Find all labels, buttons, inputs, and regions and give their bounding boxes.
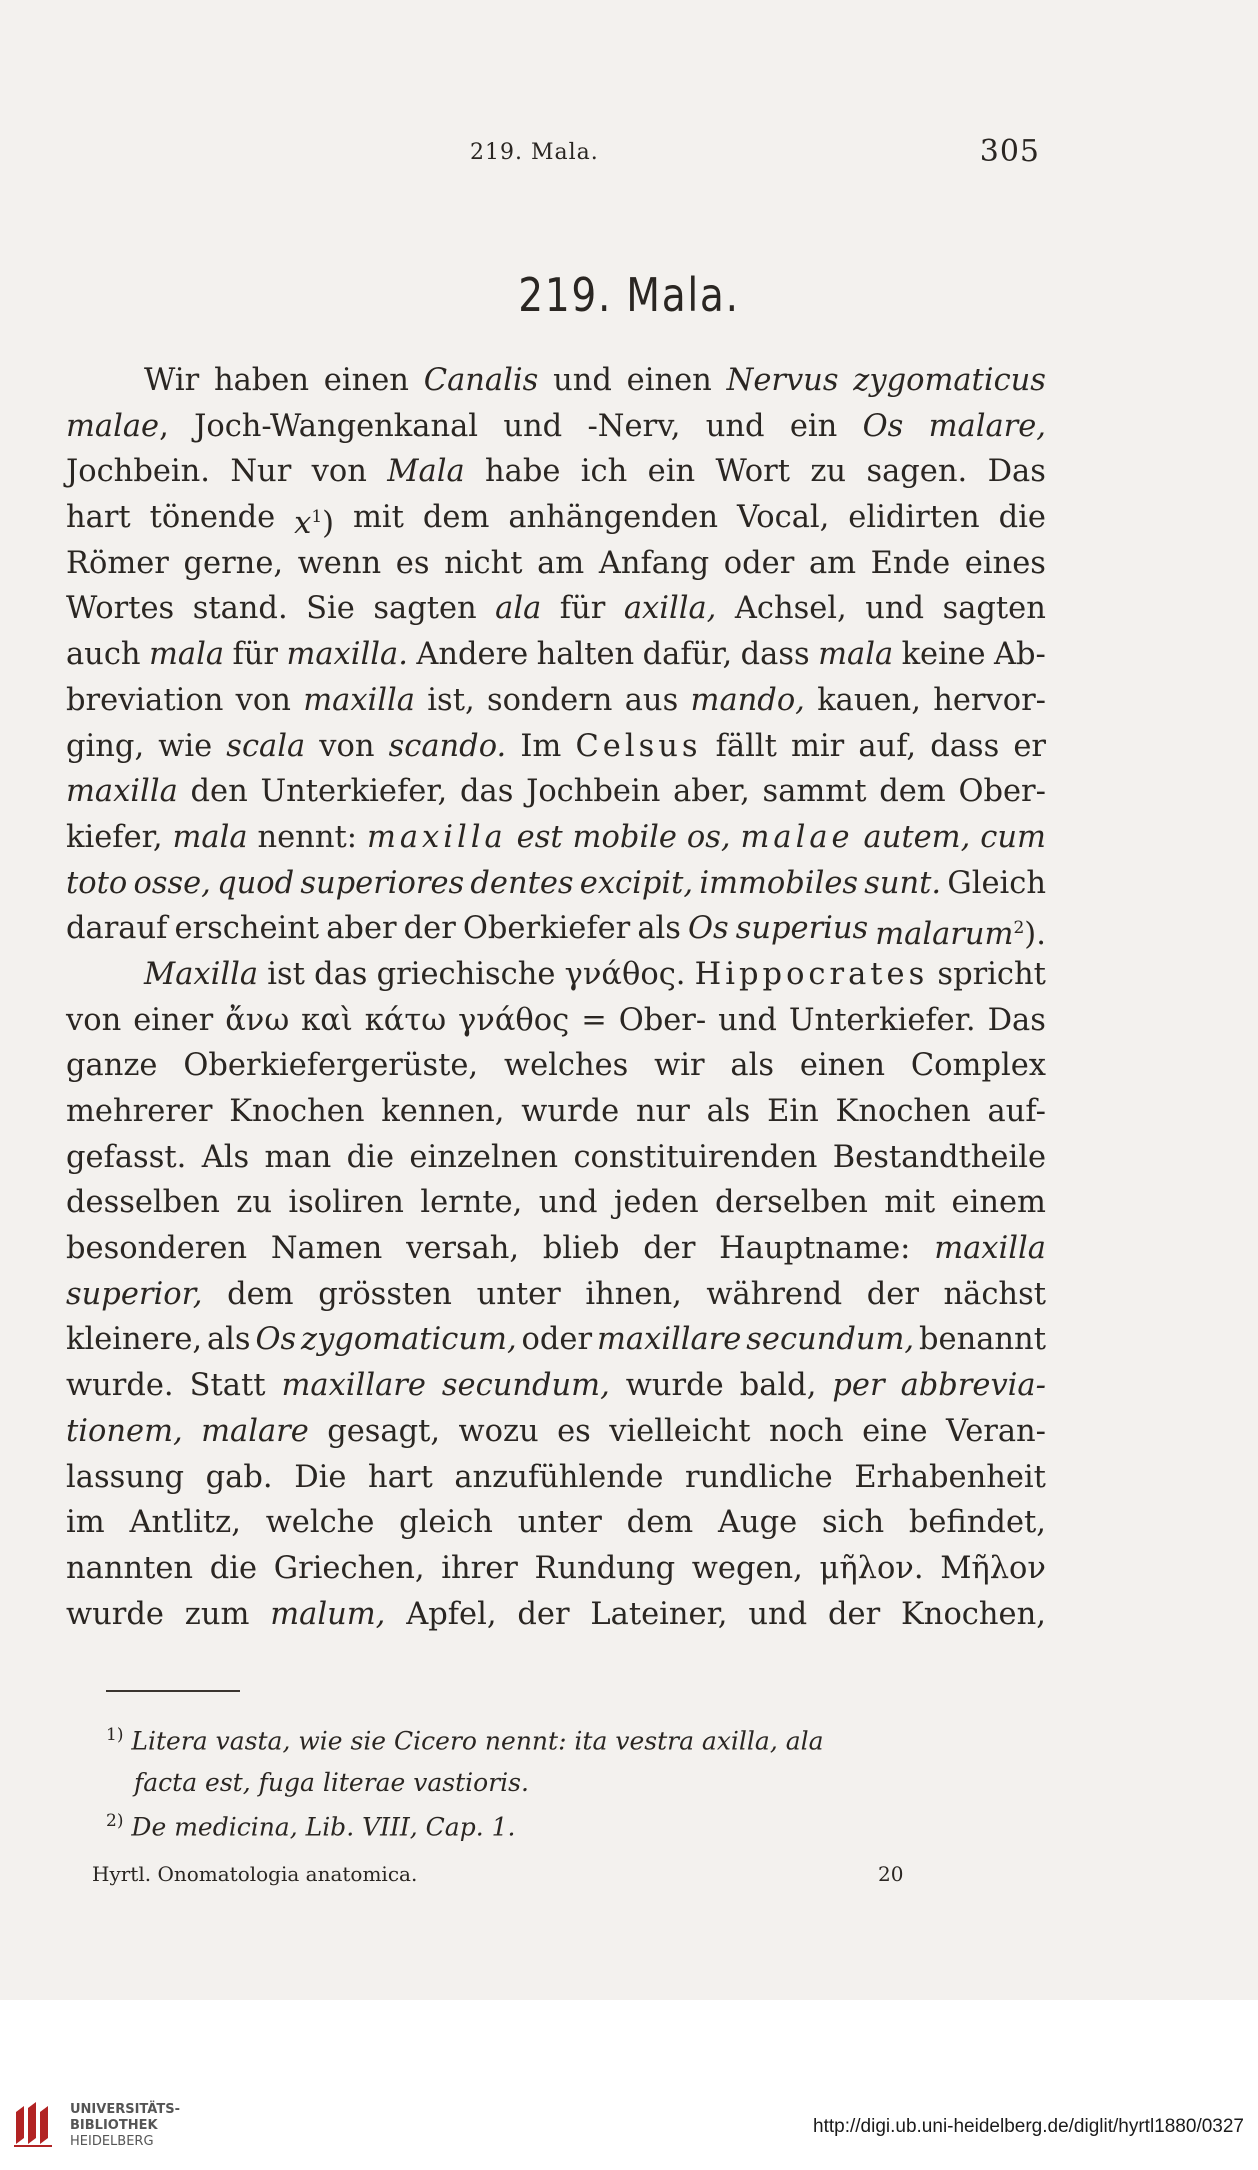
footnote-line: facta est, fuga literae vastioris.	[134, 1768, 529, 1798]
viewer-footer	[0, 2000, 1258, 2170]
library-logo-icon	[12, 2098, 58, 2148]
footnote-line: De medicina, Lib. VIII, Cap. 1.	[131, 1812, 516, 1842]
text-line: maxilla den Unterkiefer, das Jochbein aber, sammt dem Ober-	[66, 774, 1046, 810]
footnote-2	[106, 1800, 1046, 1848]
running-title: 219. Mala.	[470, 140, 599, 165]
text-line: kiefer, mala nennt: maxilla est mobile os, malae autem, cum	[66, 819, 1046, 855]
text-line: lassung gab. Die hart anzufühlende rundliche Erhabenheit	[66, 1459, 1046, 1495]
text-line: gefasst. Als man die einzelnen constituirenden Bestandtheile	[66, 1139, 1046, 1175]
footnote-rule	[106, 1690, 240, 1692]
chapter-title: 219. Mala.	[518, 268, 740, 322]
text-line: nannten die Griechen, ihrer Rundung wegen, μῆλον. Μῆλον	[66, 1550, 1046, 1586]
text-line: superior, dem grössten unter ihnen, während der nächst	[66, 1276, 1046, 1312]
footnote-1	[106, 1714, 1046, 1804]
text-line: desselben zu isoliren lernte, und jeden derselben mit einem	[66, 1185, 1046, 1221]
text-line: Maxilla ist das griechische γνάθος. Hippocrates spricht	[144, 956, 1046, 992]
text-line: Römer gerne, wenn es nicht am Anfang oder am Ende eines	[66, 545, 1046, 581]
text-line: Jochbein. Nur von Mala habe ich ein Wort zu sagen. Das	[66, 454, 1046, 490]
body-text	[66, 358, 1046, 1637]
imprint-signature: Hyrtl. Onomatologia anatomica.	[92, 1862, 418, 1886]
text-line: wurde zum malum, Apfel, der Lateiner, und der Knochen,	[66, 1596, 1046, 1632]
page-number: 305	[979, 134, 1040, 169]
footnote-marker: 1)	[106, 1725, 124, 1745]
text-line: ging, wie scala von scando. Im Celsus fällt mir auf, dass er	[66, 728, 1046, 764]
text-line: toto osse, quod superiores dentes excipit, immobiles sunt. Gleich	[66, 865, 1046, 901]
text-line: besonderen Namen versah, blieb der Hauptname: maxilla	[66, 1231, 1046, 1267]
footnote-marker: 2)	[106, 1811, 124, 1831]
text-line: malae, Joch-Wangenkanal und -Nerv, und ein Os malare,	[66, 408, 1046, 444]
text-line: im Antlitz, welche gleich unter dem Auge sich befindet,	[66, 1505, 1046, 1541]
text-line: darauf erscheint aber der Oberkiefer als Os superius malarum$^2$).	[66, 911, 1046, 953]
text-line: ganze Oberkiefergerüste, welches wir als einen Complex	[66, 1048, 1046, 1084]
library-name: UNIVERSITÄTS- BIBLIOTHEK HEIDELBERG	[70, 2102, 180, 2149]
imprint-sheet-number: 20	[878, 1862, 904, 1886]
text-line: kleinere, als Os zygomaticum, oder maxillare secundum, benannt	[66, 1322, 1046, 1358]
text-line: breviation von maxilla ist, sondern aus mando, kauen, hervor-	[66, 682, 1046, 718]
text-line: wurde. Statt maxillare secundum, wurde bald, per abbrevia-	[66, 1368, 1046, 1404]
text-line: mehrerer Knochen kennen, wurde nur als Ein Knochen auf-	[66, 1094, 1046, 1129]
text-line: Wir haben einen Canalis und einen Nervus zygomaticus	[144, 363, 1046, 398]
text-line: hart tönende $x^1$) mit dem anhängenden Vocal, elidirten die	[66, 500, 1046, 542]
text-line: tionem, malare gesagt, wozu es vielleicht noch eine Veran-	[66, 1413, 1046, 1449]
footnote-line: Litera vasta, wie sie Cicero nennt: ita vestra axilla, ala	[131, 1726, 824, 1756]
source-url-link[interactable]: http://digi.ub.uni-heidelberg.de/diglit/hyrtl1880/0327	[813, 2116, 1244, 2137]
text-line: von einer ἄνω καὶ κάτω γνάθος = Ober- und Unterkiefer. Das	[66, 1002, 1046, 1038]
text-line: Wortes stand. Sie sagten ala für axilla, Achsel, und sagten	[66, 591, 1046, 627]
text-line: auch mala für maxilla. Andere halten dafür, dass mala keine Ab-	[66, 637, 1046, 673]
